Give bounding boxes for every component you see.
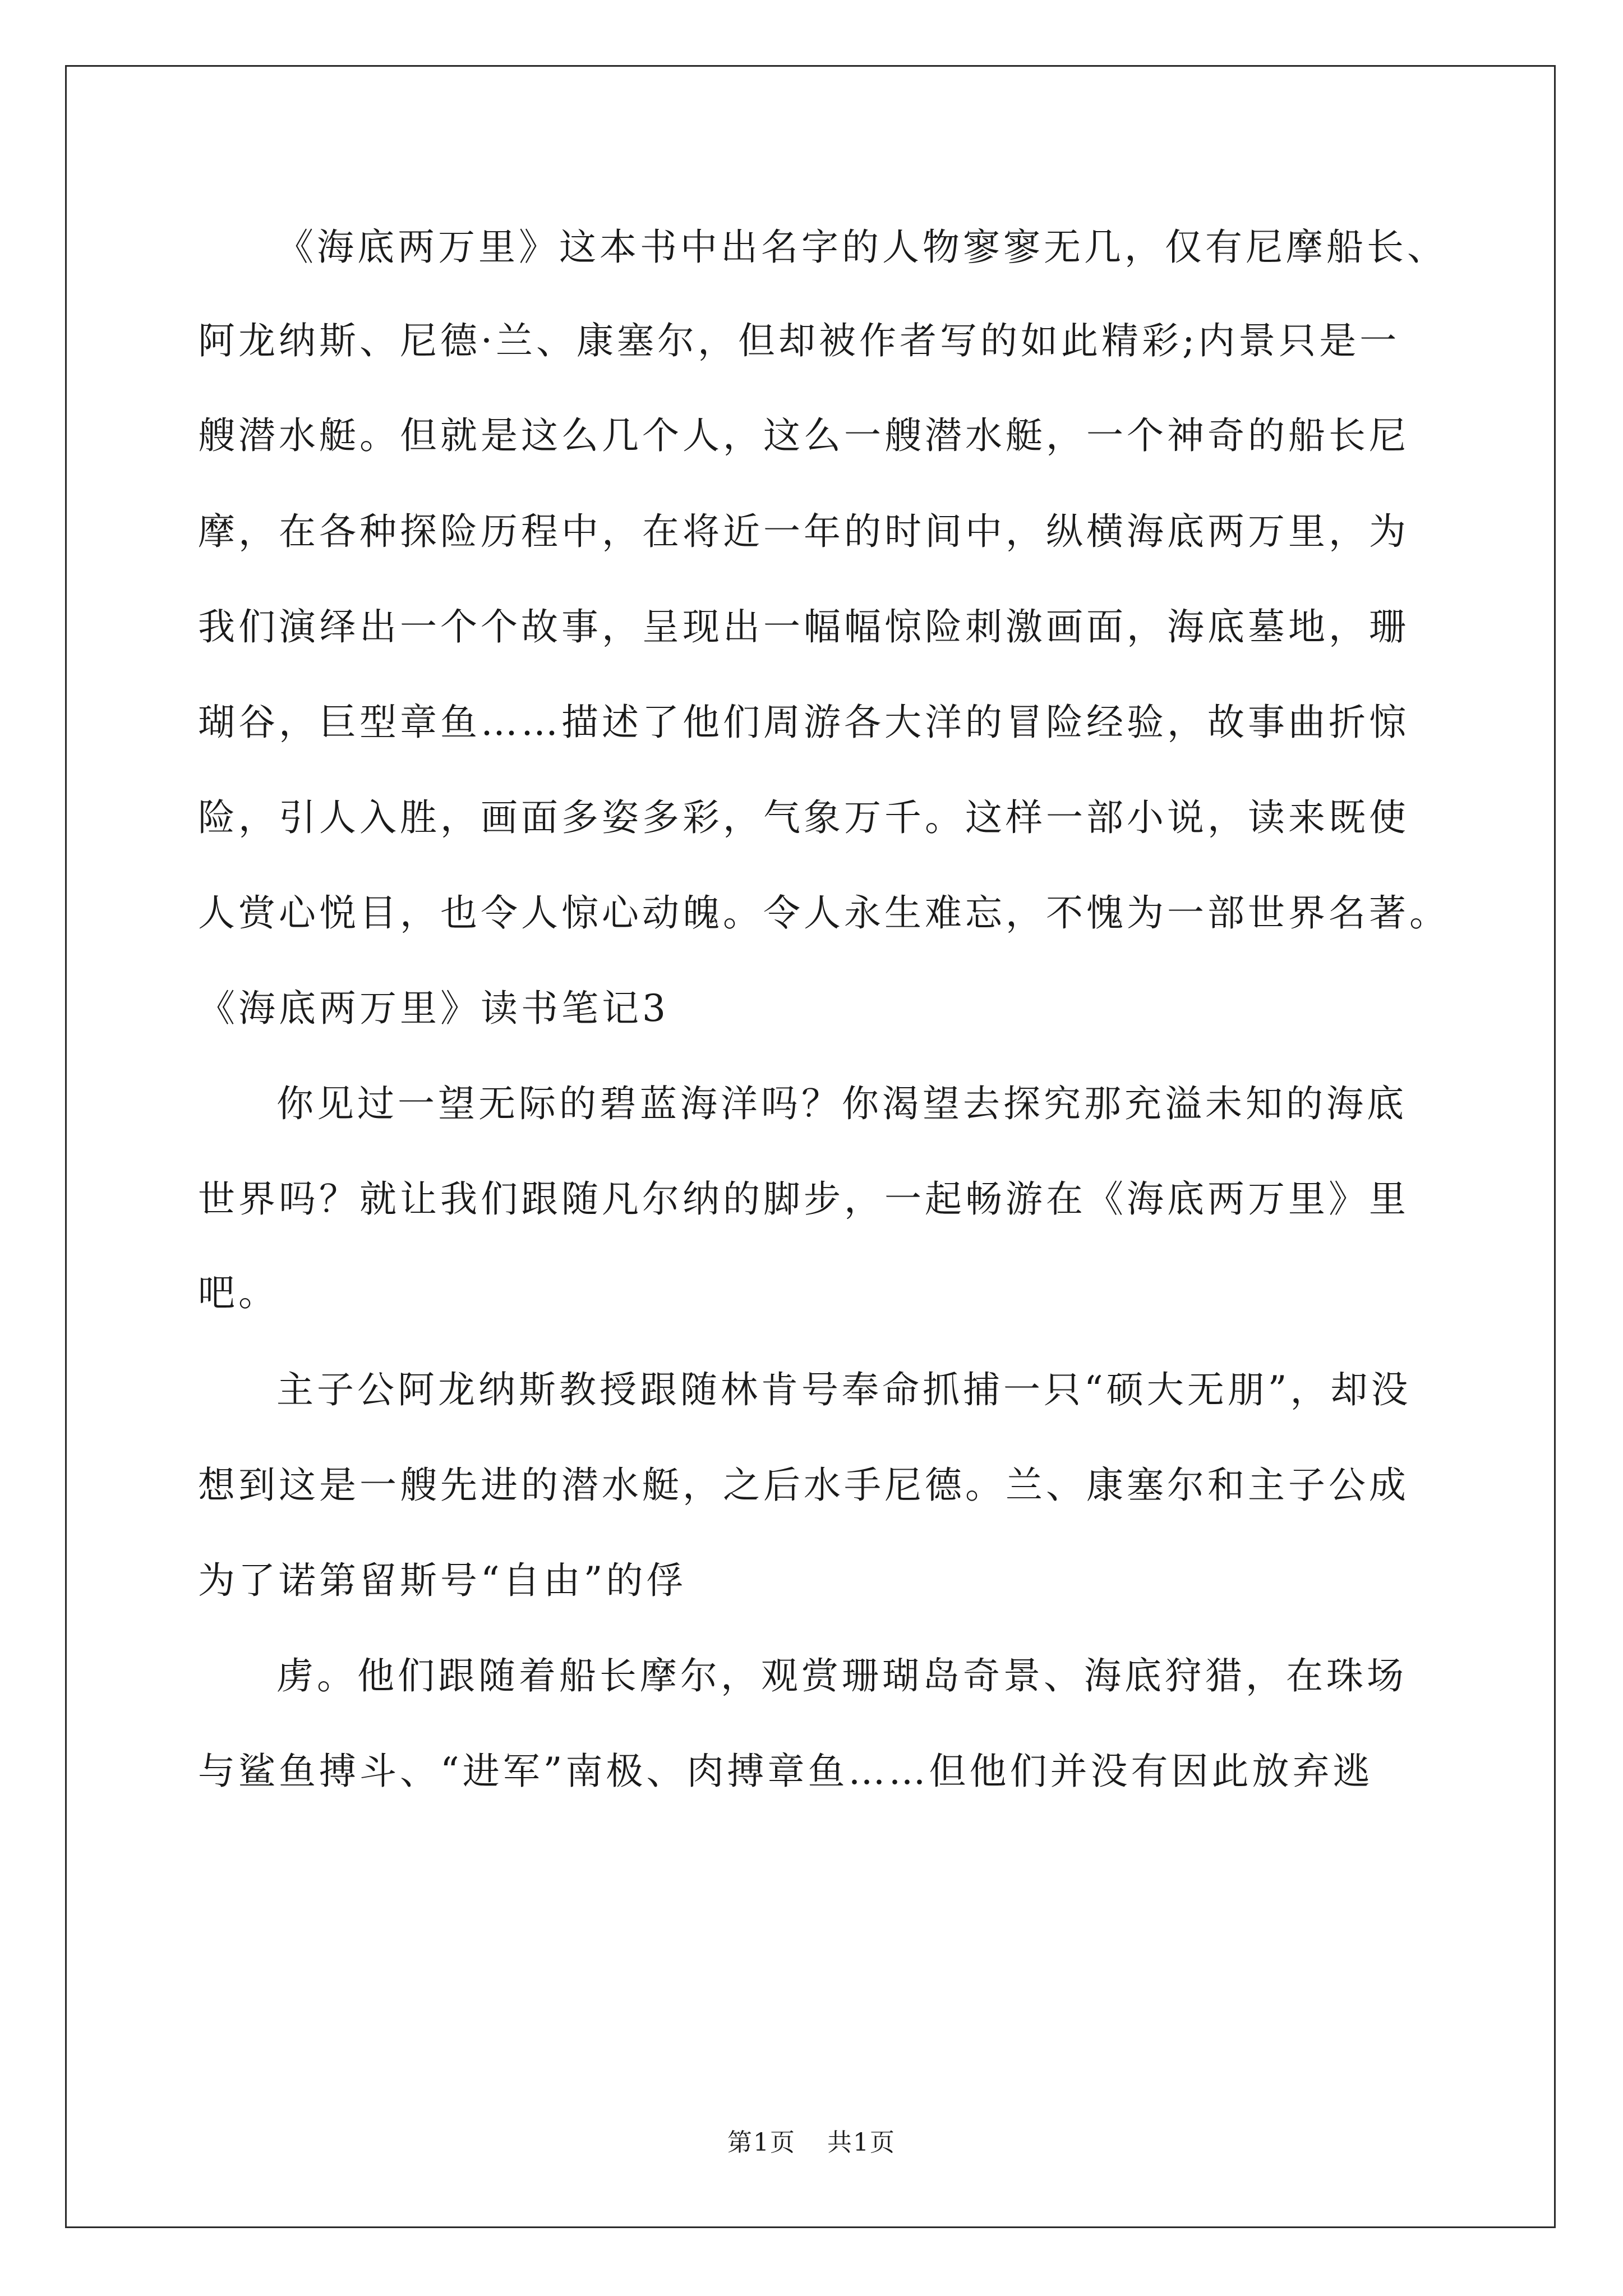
text-line: 想到这是一艘先进的潜水艇，之后水手尼德。兰、康塞尔和主子公成 [198,1464,1409,1507]
text-line: 虏。他们跟随着船长摩尔，观赏珊瑚岛奇景、海底狩猎，在珠场 [276,1654,1407,1697]
text-line: 你见过一望无际的碧蓝海洋吗？你渴望去探究那充溢未知的海底 [276,1082,1407,1125]
text-line: 为了诺第留斯号“自由”的俘 [198,1559,687,1602]
text-line: 与鲨鱼搏斗、“进军”南极、肉搏章鱼……但他们并没有因此放弃逃 [198,1750,1373,1793]
text-line: 吧。 [198,1271,279,1314]
page-border [65,65,1556,2228]
text-line: 摩，在各种探险历程中，在将近一年的时间中，纵横海底两万里，为 [198,510,1409,553]
text-line: 主子公阿龙纳斯教授跟随林肯号奉命抓捕一只“硕大无朋”，却没 [276,1368,1412,1411]
text-line: 世界吗？就让我们跟随凡尔纳的脚步，一起畅游在《海底两万里》里 [198,1177,1409,1221]
text-line: 阿龙纳斯、尼德·兰、康塞尔，但却被作者写的如此精彩;内景只是一 [198,319,1400,362]
text-line: 《海底两万里》这本书中出名字的人物寥寥无几，仅有尼摩船长、 [276,226,1447,269]
page-number: 第1页 [727,2128,796,2157]
text-line: 人赏心悦目，也令人惊心动魄。令人永生难忘，不愧为一部世界名著。 [198,891,1450,935]
text-line: 险，引人入胜，画面多姿多彩，气象万千。这样一部小说，读来既使 [198,796,1409,839]
text-line: 艘潜水艇。但就是这么几个人，这么一艘潜水艇，一个神奇的船长尼 [198,414,1409,457]
text-line: 瑚谷，巨型章鱼……描述了他们周游各大洋的冒险经验，故事曲折惊 [198,701,1409,744]
page-footer [0,2128,1623,2157]
section-heading: 《海底两万里》读书笔记3 [198,987,669,1030]
text-line: 我们演绎出一个个故事，呈现出一幅幅惊险刺激画面，海底墓地，珊 [198,605,1409,648]
page-total: 共1页 [827,2128,896,2157]
